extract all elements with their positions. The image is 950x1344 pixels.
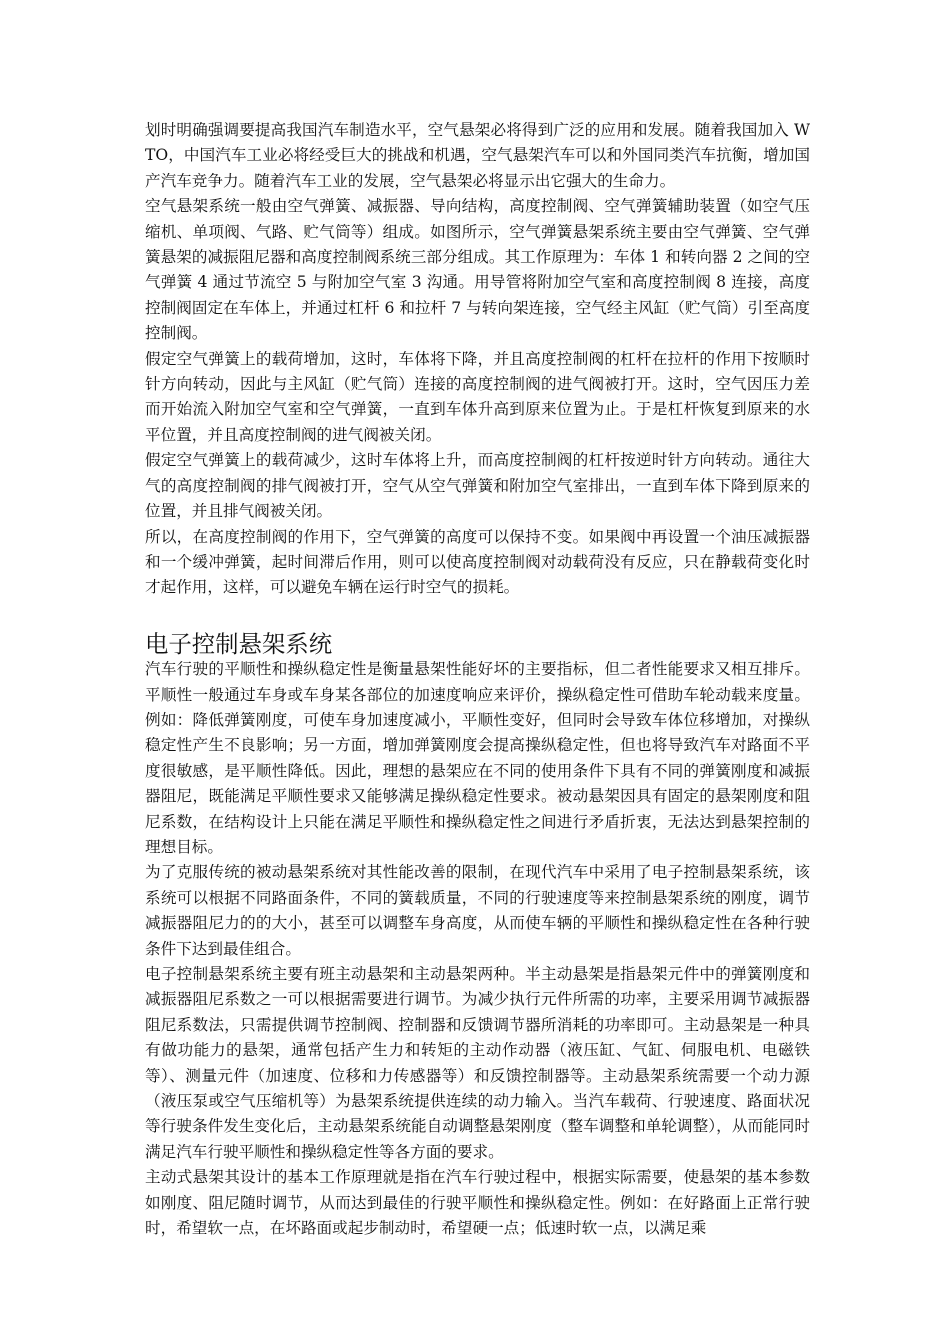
section-title: 电子控制悬架系统 <box>145 629 333 658</box>
paragraph-air-suspension-outlook: 划时明确强调要提高我国汽车制造水平，空气悬架必将得到广泛的应用和发展。随着我国加入 WTO，中国汽车工业必将经受巨大的挑战和机遇，空气悬架汽车可以和外国同类汽车抗衡，增加国产汽车竞争力。随着汽车工业的发展，空气悬架必将显示出它强大的生命力。 <box>145 121 810 190</box>
document-page <box>145 118 810 1241</box>
paragraph-load-decrease: 假定空气弹簧上的载荷减少，这时车体将上升，而高度控制阀的杠杆按逆时针方向转动。通往大气的高度控制阀的排气阀被打开，空气从空气弹簧和附加空气室排出，一直到车体下降到原来的位置，并且排气阀被关闭。 <box>145 451 810 521</box>
paragraph-air-suspension-components: 空气悬架系统一般由空气弹簧、减振器、导向结构，高度控制阀、空气弹簧辅助装置（如空气压缩机、单项阀、气路、贮气筒等）组成。如图所示，空气弹簧悬架系统主要由空气弹簧、空气弹簧悬架的减振阻尼器和高度控制阀系统三部分组成。其工作原理为：车体 1 和转向器 2 之间的空气弹簧 4 通过节流空 5 与附加空气室 3 沟通。用导管将附加空气室和高度控制阀 8 连接，高度控制阀固定在车体上，并通过杠杆 6 和拉杆 7 与转向架连接，空气经主风缸（贮气筒）引至高度控制阀。 <box>145 197 810 343</box>
paragraph-load-increase: 假定空气弹簧上的载荷增加，这时，车体将下降，并且高度控制阀的杠杆在拉杆的作用下按顺时针方向转动，因此与主风缸（贮气筒）连接的高度控制阀的进气阀被打开。这时，空气因压力差而开始流入附加空气室和空气弹簧，一直到车体升高到原来位置为止。于是杠杆恢复到原来的水平位置，并且高度控制阀的进气阀被关闭。 <box>145 349 810 444</box>
paragraph-ride-handling-tradeoff: 汽车行驶的平顺性和操纵稳定性是衡量悬架性能好坏的主要指标，但二者性能要求又相互排斥。平顺性一般通过车身或车身某各部位的加速度响应来评价，操纵稳定性可借助车轮动载来度量。例如：降低弹簧刚度，可使车身加速度减小，平顺性变好，但同时会导致车体位移增加，对操纵稳定性产生不良影响；另一方面，增加弹簧刚度会提高操纵稳定性，但也将导致汽车对路面不平度很敏感，是平顺性降低。因此，理想的悬架应在不同的使用条件下具有不同的弹簧刚度和减振器阻尼，既能满足平顺性要求又能够满足操纵稳定性要求。被动悬架因具有固定的悬架刚度和阻尼系数，在结构设计上只能在满足平顺性和操纵稳定性之间进行矛盾折衷，无法达到悬架控制的理想目标。 <box>145 660 810 856</box>
paragraph-height-control-conclusion: 所以，在高度控制阀的作用下，空气弹簧的高度可以保持不变。如果阀中再设置一个油压减振器和一个缓冲弹簧，起时间滞后作用，则可以使高度控制阀对动载荷没有反应，只在静载荷变化时才起作用，这样，可以避免车辆在运行时空气的损耗。 <box>145 527 810 597</box>
paragraph-electronic-control-intro: 为了克服传统的被动悬架系统对其性能改善的限制，在现代汽车中采用了电子控制悬架系统，该系统可以根据不同路面条件，不同的簧载质量，不同的行驶速度等来控制悬架系统的刚度，调节减振器阻尼力的的大小，甚至可以调整车身高度，从而使车辆的平顺性和操纵稳定性在各种行驶条件下达到最佳组合。 <box>145 863 810 958</box>
paragraph-active-principle: 主动式悬架其设计的基本工作原理就是指在汽车行驶过程中，根据实际需要，使悬架的基本参数如刚度、阻尼随时调节，从而达到最佳的行驶平顺性和操纵稳定性。例如：在好路面上正常行驶时，希望软一点，在坏路面或起步制动时，希望硬一点；低速时软一点，以满足乘 <box>145 1168 810 1238</box>
paragraph-gap <box>145 601 810 632</box>
paragraph-semi-active-active: 电子控制悬架系统主要有班主动悬架和主动悬架两种。半主动悬架是指悬架元件中的弹簧刚度和减振器阻尼系数之一可以根据需要进行调节。为减少执行元件所需的功率，主要采用调节减振器阻尼系数法，只需提供调节控制阀、控制器和反馈调节器所消耗的功率即可。主动悬架是一种具有做功能力的悬架，通常包括产生力和转矩的主动作动器（液压缸、气缸、伺服电机、电磁铁等）、测量元件（加速度、位移和力传感器等）和反馈控制器等。主动悬架系统需要一个动力源（液压泵或空气压缩机等）为悬架系统提供连续的动力输入。当汽车载荷、行驶速度、路面状况等行驶条件发生变化后，主动悬架系统能自动调整悬架刚度（整车调整和单轮调整），从而能同时满足汽车行驶平顺性和操纵稳定性等各方面的要求。 <box>145 965 810 1161</box>
